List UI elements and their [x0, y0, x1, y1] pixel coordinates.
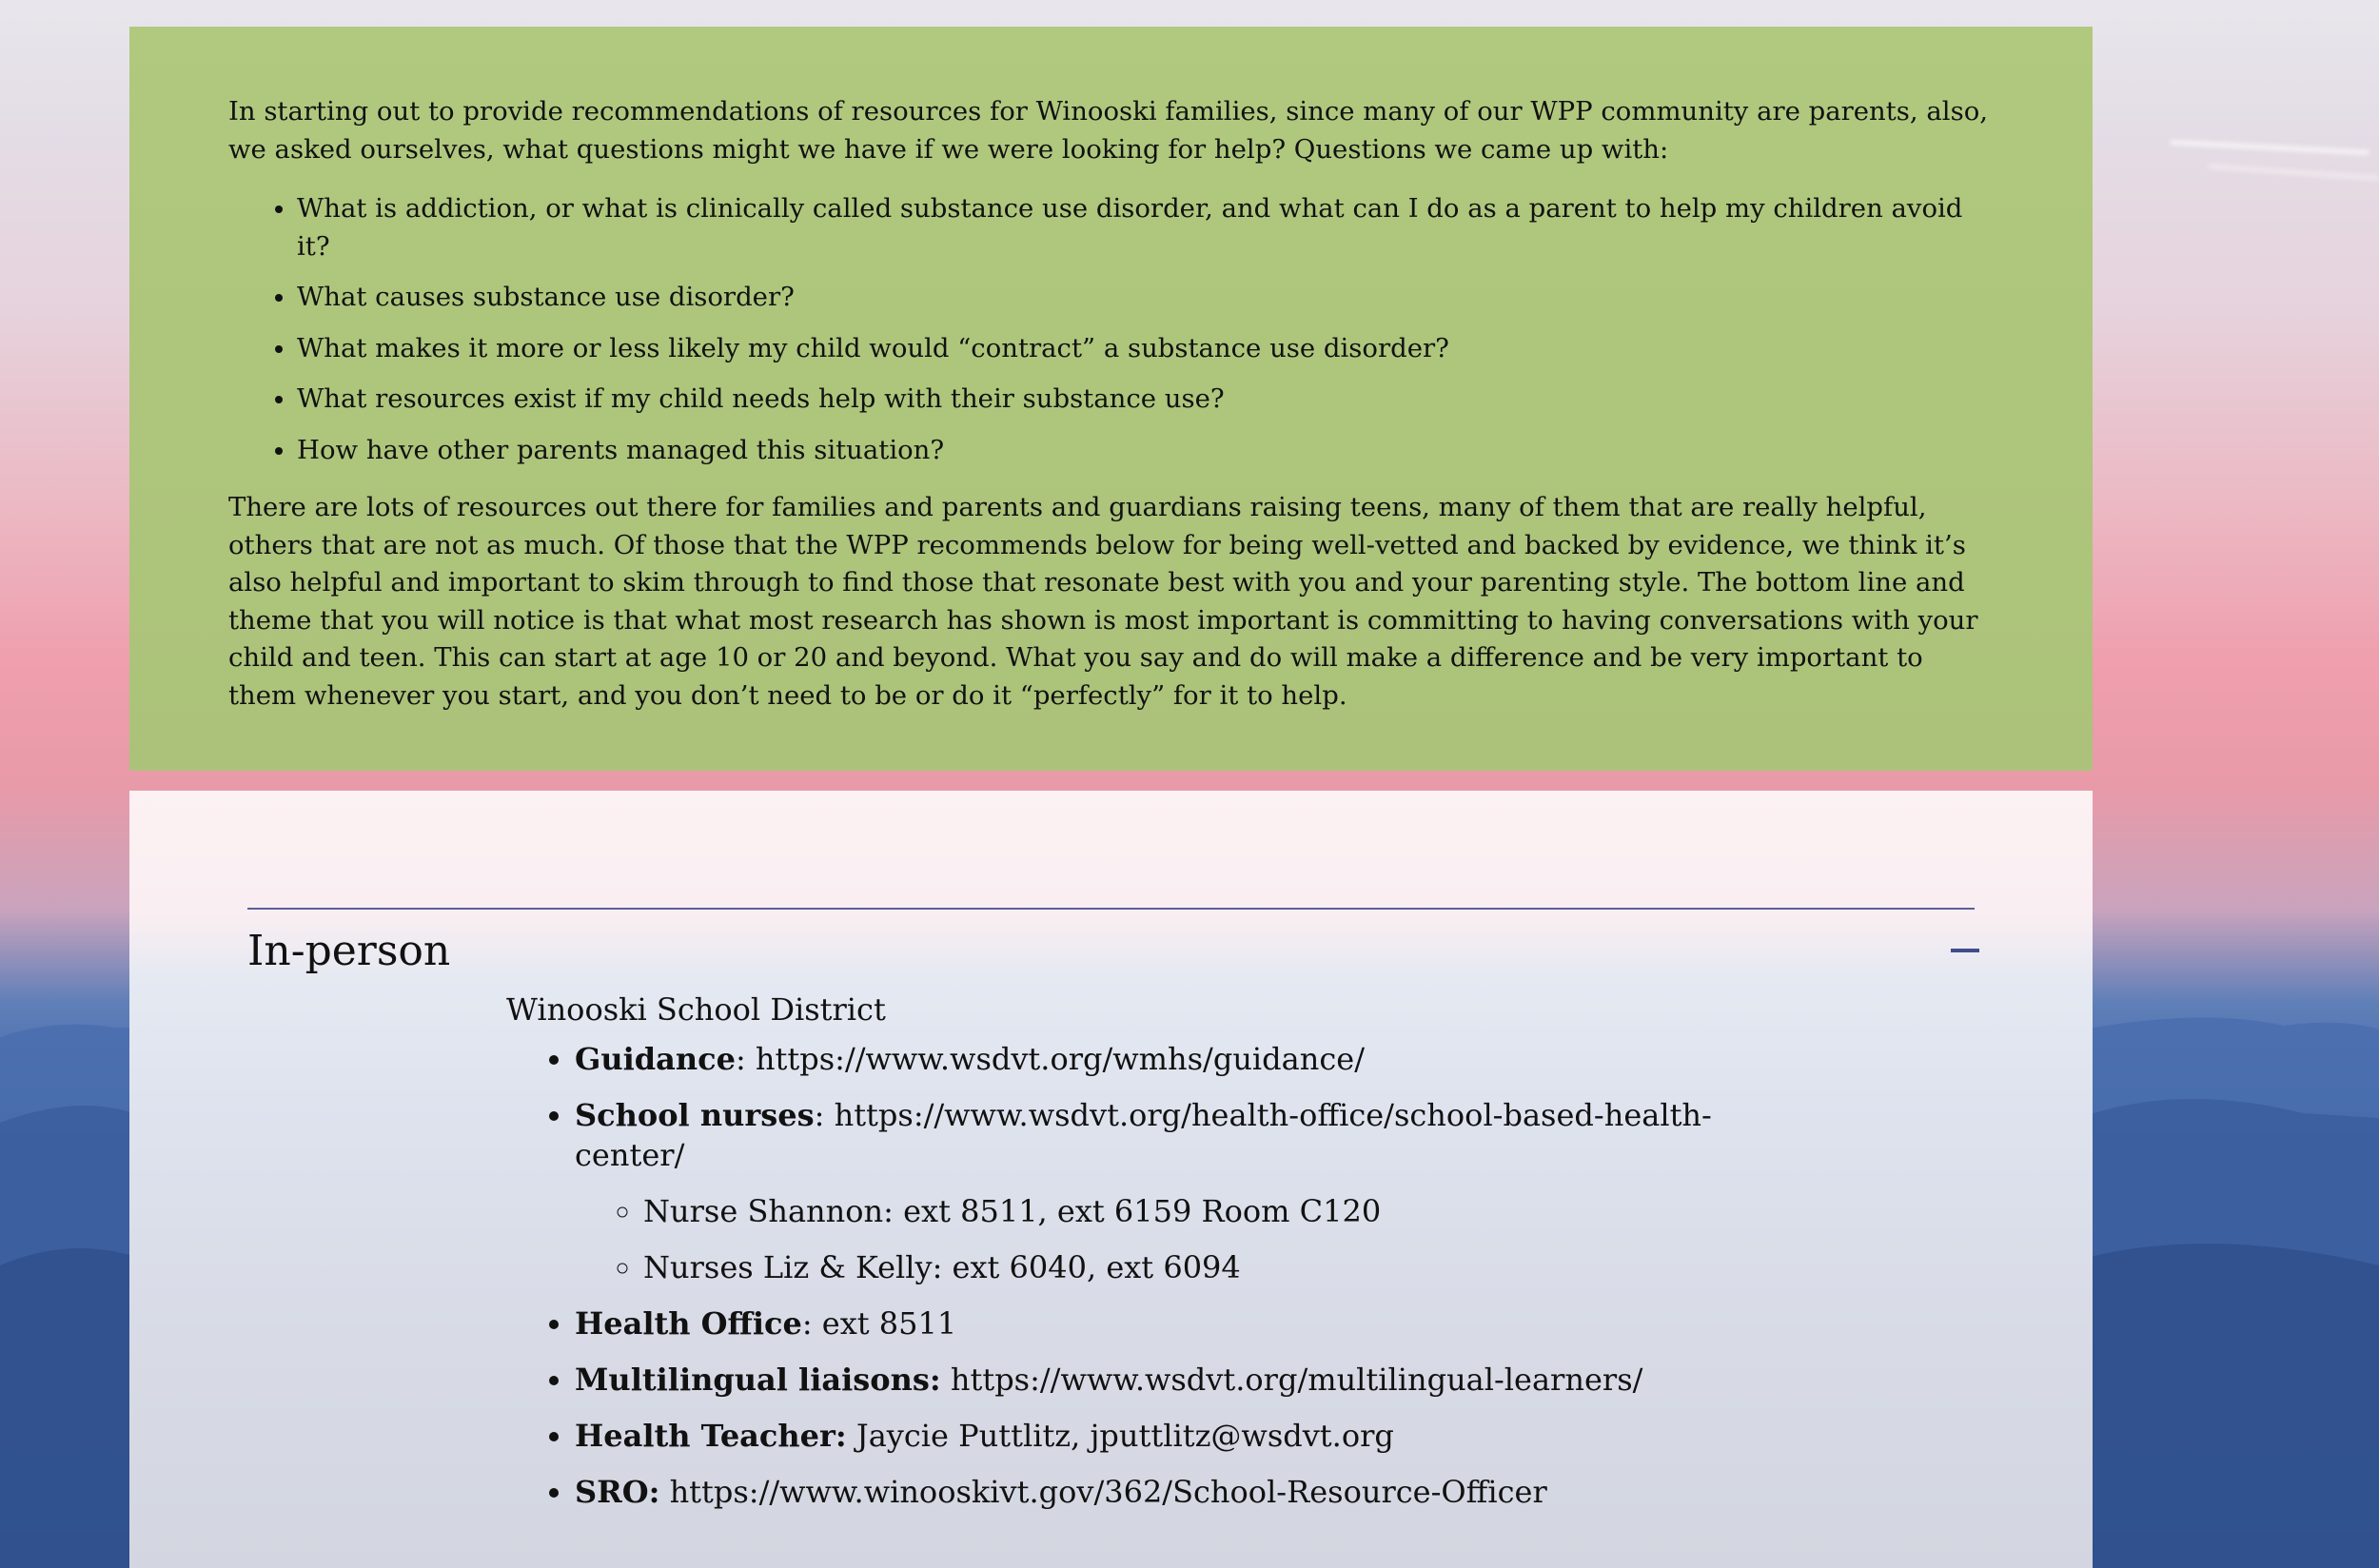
- question-item: • What resources exist if my child needs help with their substance use?: [297, 381, 1994, 419]
- minus-icon[interactable]: [1951, 949, 1979, 952]
- contact-item-health-office: • Health Office: ext 8511: [575, 1303, 1715, 1343]
- contact-item-health-teacher: [575, 1416, 1715, 1456]
- question-item: • How have other parents managed this situation?: [297, 432, 1994, 470]
- contact-item-school-nurses: • School nurses: https://www.wsdvt.org/health-office/school-based-health-center/ ◦ Nurse Shannon: ext 8511, ext 6159 Room C120 ◦ Nurses Liz & Kelly: ext 6040, ext 6094: [575, 1095, 1715, 1287]
- intro-paragraph: In starting out to provide recommendations of resources for Winooski families, since many of our WPP community are parents, also, we asked ourselves, what questions might we have if we were looking for help? Questions we came up with:: [228, 96, 1988, 165]
- contact-label: Multilingual liaisons:: [575, 1362, 941, 1398]
- question-item: • What causes substance use disorder?: [297, 279, 1994, 317]
- contact-label: School nurses: [575, 1097, 815, 1133]
- accordion-title-in-person[interactable]: In-person: [247, 927, 451, 975]
- question-item: • What is addiction, or what is clinically called substance use disorder, and what can I do as a parent to help my children avoid it?: [297, 190, 1994, 265]
- nurse-item: ◦ Nurse Shannon: ext 8511, ext 6159 Room C120: [643, 1191, 1715, 1231]
- resources-paragraph: There are lots of resources out there for families and parents and guardians raising teens, many of them that are really helpful, others that are not as much. Of those that the WPP recommends below for being well-vetted and backed by evidence, we think it’s also helpful and important to skim through to find those that resonate best with you and your parenting style. The bottom line and theme that you will notice is that what most research has shown is most important is committing to having conversations with your child and teen. This can start at age 10 or 20 and beyond. What you say and do will make a difference and be very important to them whenever you start, and you don’t need to be or do it “perfectly” for it to help.: [228, 492, 1978, 711]
- question-item: • What makes it more or less likely my child would “contract” a substance use disorder?: [297, 330, 1994, 368]
- questions-list: [228, 190, 1994, 469]
- organization-name: Winooski School District: [506, 991, 886, 1028]
- contact-item-guidance: • Guidance: https://www.wsdvt.org/wmhs/guidance/: [575, 1039, 1715, 1079]
- resources-panel: [129, 791, 2093, 1568]
- contact-value: https://www.wsdvt.org/multilingual-learners/: [950, 1362, 1643, 1398]
- contact-label: Health Office: [575, 1305, 802, 1342]
- contact-item-multilingual: [575, 1360, 1715, 1400]
- accordion-content: [506, 990, 1715, 1528]
- contact-value: Jaycie Puttlitz, jputtlitz@wsdvt.org: [855, 1418, 1394, 1454]
- contact-value: https://www.winooskivt.gov/362/School-Resource-Officer: [669, 1474, 1547, 1510]
- accordion-divider: [247, 908, 1975, 910]
- contact-label: Health Teacher:: [575, 1418, 847, 1454]
- contact-value: ext 8511: [821, 1305, 957, 1342]
- contact-value: https://www.wsdvt.org/health-office/school-based-health-center/: [575, 1097, 1712, 1173]
- contact-label: SRO:: [575, 1474, 660, 1510]
- contact-list: [506, 1039, 1715, 1512]
- contact-item-sro: [575, 1472, 1715, 1512]
- contact-value: https://www.wsdvt.org/wmhs/guidance/: [755, 1041, 1365, 1077]
- nurse-list: [575, 1191, 1715, 1287]
- nurse-item: ◦ Nurses Liz & Kelly: ext 6040, ext 6094: [643, 1247, 1715, 1287]
- intro-panel: [129, 27, 2093, 771]
- contact-label: Guidance: [575, 1041, 736, 1077]
